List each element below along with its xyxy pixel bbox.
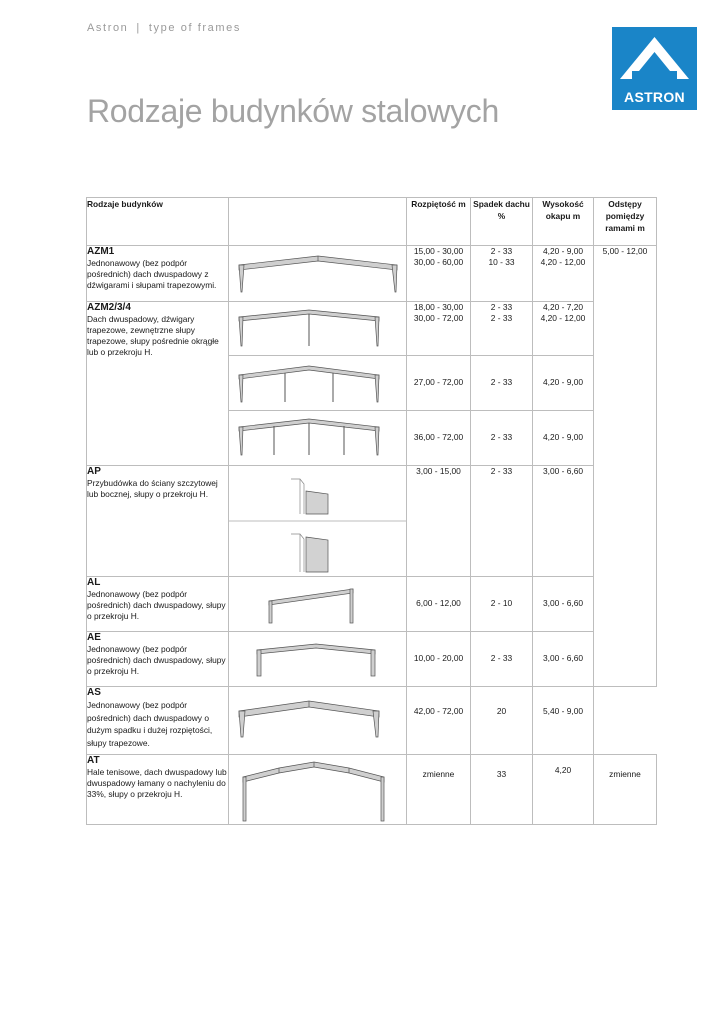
slope-value: 20 bbox=[471, 687, 533, 755]
height-value: 3,00 - 6,60 bbox=[533, 632, 594, 687]
figure-cell bbox=[229, 356, 407, 411]
height-value: 4,20 - 9,00 bbox=[533, 356, 594, 411]
as-frame-diagram bbox=[229, 687, 407, 754]
span-value: 42,00 - 72,00 bbox=[407, 687, 471, 755]
header-subtitle: type of frames bbox=[148, 22, 241, 34]
slope-value: 2 - 10 bbox=[471, 577, 533, 632]
slope-value: 2 - 33 10 - 33 bbox=[471, 246, 533, 302]
type-desc: Jednonawowy (bez podpór pośrednich) dach dwuspadowy o dużym spadku i dużej rozpiętości, słupy trapezowe. bbox=[87, 700, 213, 748]
figure-cell bbox=[229, 687, 407, 755]
span-value: zmienne bbox=[407, 755, 471, 825]
table-row bbox=[87, 687, 657, 755]
azm1-frame-diagram bbox=[229, 246, 407, 301]
slope-value: 33 bbox=[471, 755, 533, 825]
azm4-frame-diagram bbox=[229, 411, 407, 465]
type-desc: Dach dwuspadowy, dźwigary trapezowe, zewnętrzne słupy trapezowe, słupy pośrednie okrągłe lub o przekroju H. bbox=[87, 314, 219, 357]
header-brand: Astron bbox=[87, 22, 129, 34]
span-value: 3,00 - 15,00 bbox=[407, 466, 471, 577]
type-code: AS bbox=[87, 687, 101, 698]
type-code: AZM1 bbox=[87, 246, 115, 257]
span-value: 6,00 - 12,00 bbox=[407, 577, 471, 632]
figure-cell bbox=[229, 302, 407, 356]
type-desc: Jednonawowy (bez podpór pośrednich) dach dwuspadowy z dźwigarami i słupami trapezowymi. bbox=[87, 258, 217, 290]
spacing-value: 5,00 - 12,00 bbox=[594, 246, 657, 687]
span-value: 27,00 - 72,00 bbox=[407, 356, 471, 411]
type-code: AT bbox=[87, 755, 100, 766]
type-desc: Przybudówka do ściany szczytowej lub bocznej, słupy o przekroju H. bbox=[87, 478, 218, 499]
logo-word: ASTRON bbox=[624, 89, 685, 105]
height-value: 3,00 - 6,60 bbox=[533, 466, 594, 577]
figure-cell bbox=[229, 246, 407, 302]
header-spacing: Odstępy pomiędzy ramami m bbox=[594, 198, 657, 246]
height-value: 4,20 bbox=[533, 755, 594, 825]
span-value: 18,00 - 30,00 30,00 - 72,00 bbox=[407, 302, 471, 356]
height-value: 4,20 - 9,00 bbox=[533, 411, 594, 466]
type-code: AL bbox=[87, 577, 101, 588]
at-frame-diagram bbox=[229, 755, 407, 824]
table-row bbox=[87, 755, 657, 825]
type-cell bbox=[87, 246, 229, 302]
span-value: 36,00 - 72,00 bbox=[407, 411, 471, 466]
type-code: AZM2/3/4 bbox=[87, 302, 131, 313]
azm3-frame-diagram bbox=[229, 356, 407, 410]
span-value: 10,00 - 20,00 bbox=[407, 632, 471, 687]
ae-frame-diagram bbox=[229, 632, 407, 686]
astron-logo bbox=[612, 27, 697, 110]
height-value: 4,20 - 7,20 4,20 - 12,00 bbox=[533, 302, 594, 356]
figure-cell bbox=[229, 466, 407, 577]
header-span: Rozpiętość m bbox=[407, 198, 471, 246]
height-value: 3,00 - 6,60 bbox=[533, 577, 594, 632]
type-code: AP bbox=[87, 466, 101, 477]
type-cell bbox=[87, 577, 229, 632]
table-row bbox=[87, 577, 657, 632]
type-desc: Hale tenisowe, dach dwuspadowy lub dwuspadowy łamany o nachyleniu do 33%, słupy o przekroju H. bbox=[87, 767, 227, 799]
slope-value: 2 - 33 bbox=[471, 356, 533, 411]
type-cell bbox=[87, 632, 229, 687]
table-row bbox=[87, 246, 657, 302]
figure-cell bbox=[229, 577, 407, 632]
figure-cell bbox=[229, 411, 407, 466]
slope-value: 2 - 33 bbox=[471, 411, 533, 466]
spacing-value: zmienne bbox=[594, 755, 657, 825]
type-cell bbox=[87, 466, 229, 577]
azm2-frame-diagram bbox=[229, 302, 407, 355]
header-separator: | bbox=[136, 22, 141, 34]
frame-types-table bbox=[86, 197, 657, 825]
height-value: 4,20 - 9,00 4,20 - 12,00 bbox=[533, 246, 594, 302]
header-slope: Spadek dachu % bbox=[471, 198, 533, 246]
slope-value: 2 - 33 bbox=[471, 466, 533, 577]
page-title: Rodzaje budynków stalowych bbox=[87, 93, 499, 129]
type-cell bbox=[87, 302, 229, 466]
table-row bbox=[87, 466, 657, 577]
header-height: Wysokość okapu m bbox=[533, 198, 594, 246]
header-bar bbox=[87, 22, 241, 34]
ap-lean-to-diagram bbox=[229, 466, 407, 576]
header-type: Rodzaje budynków bbox=[87, 198, 229, 246]
type-desc: Jednonawowy (bez podpór pośrednich) dach dwuspadowy, słupy o przekroju H. bbox=[87, 644, 226, 676]
table-row bbox=[87, 302, 657, 356]
type-desc: Jednonawowy (bez podpór pośrednich) dach dwuspadowy, słupy o przekroju H. bbox=[87, 589, 226, 621]
span-value: 15,00 - 30,00 30,00 - 60,00 bbox=[407, 246, 471, 302]
table-row bbox=[87, 632, 657, 687]
header-figure bbox=[229, 198, 407, 246]
slope-value: 2 - 33 bbox=[471, 632, 533, 687]
type-cell bbox=[87, 755, 229, 825]
al-frame-diagram bbox=[229, 577, 407, 631]
table-header-row bbox=[87, 198, 657, 246]
slope-value: 2 - 33 2 - 33 bbox=[471, 302, 533, 356]
type-code: AE bbox=[87, 632, 101, 643]
height-value: 5,40 - 9,00 bbox=[533, 687, 594, 755]
type-cell bbox=[87, 687, 229, 755]
figure-cell bbox=[229, 755, 407, 825]
figure-cell bbox=[229, 632, 407, 687]
